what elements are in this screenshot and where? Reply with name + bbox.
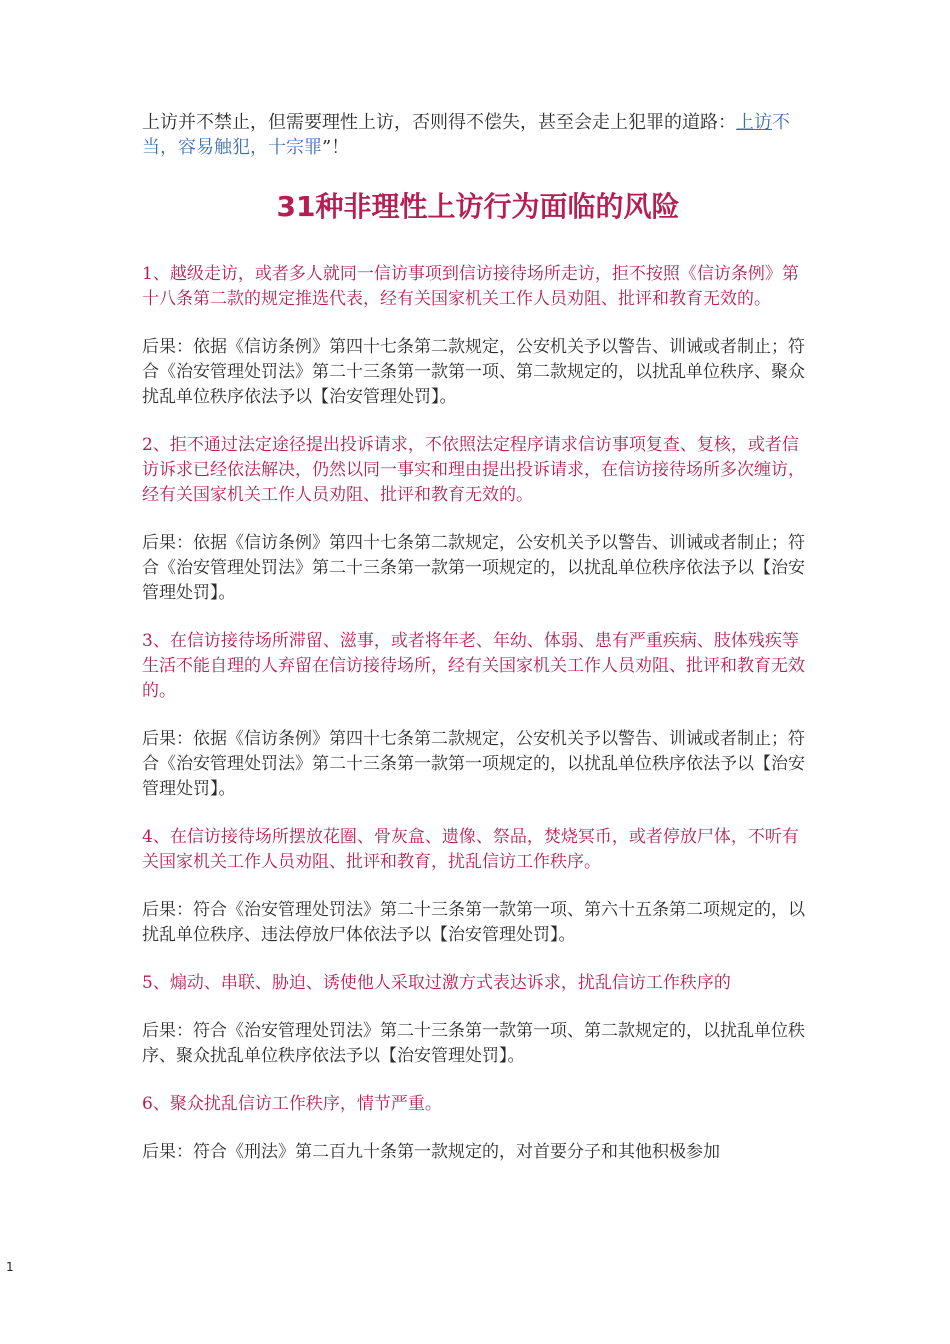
risk-item-6: 6、聚众扰乱信访工作秩序，情节严重。 xyxy=(142,1094,442,1114)
consequence-3: 后果：依据《信访条例》第四十七条第二款规定，公安机关予以警告、训诫或者制止；符合《治安管理处罚法》第二十三条第一款第一项规定的，以扰乱单位秩序依法予以【治安管理处罚】。 xyxy=(142,729,805,799)
intro-closing-text: ”！ xyxy=(322,137,350,158)
page-number: 1 xyxy=(6,1260,14,1274)
risk-item-5: 5、煽动、串联、胁迫、诱使他人采取过激方式表达诉求，扰乱信访工作秩序的 xyxy=(142,973,731,993)
document-content xyxy=(142,110,814,1188)
intro-paragraph xyxy=(142,110,814,160)
consequence-5: 后果：符合《治安管理处罚法》第二十三条第一款第一项、第二款规定的，以扰乱单位秩序、聚众扰乱单位秩序依法予以【治安管理处罚】。 xyxy=(142,1021,805,1066)
intro-link-text[interactable]: 不当，容易触犯，十宗罪 xyxy=(142,112,790,158)
intro-text: 上访并不禁止，但需要理性上访，否则得不偿失，甚至会走上犯罪的道路： xyxy=(142,112,736,133)
risk-item-4: 4、在信访接待场所摆放花圈、骨灰盒、遗像、祭品，焚烧冥币，或者停放尸体，不听有关国家机关工作人员劝阻、批评和教育，扰乱信访工作秩序。 xyxy=(142,827,799,872)
document-title: 31种非理性上访行为面临的风险 xyxy=(276,190,680,223)
risk-item-3: 3、在信访接待场所滞留、滋事，或者将年老、年幼、体弱、患有严重疾病、肢体残疾等生活不能自理的人弃留在信访接待场所，经有关国家机关工作人员劝阻、批评和教育无效的。 xyxy=(142,631,805,701)
risk-item-2: 2、拒不通过法定途径提出投诉请求，不依照法定程序请求信访事项复查、复核，或者信访诉求已经依法解决，仍然以同一事实和理由提出投诉请求，在信访接待场所多次缠访，经有关国家机关工作人员劝阻、批评和教育无效的。 xyxy=(142,435,805,505)
consequence-4: 后果：符合《治安管理处罚法》第二十三条第一款第一项、第六十五条第二项规定的，以扰乱单位秩序、违法停放尸体依法予以【治安管理处罚】。 xyxy=(142,900,805,945)
consequence-1: 后果：依据《信访条例》第四十七条第二款规定，公安机关予以警告、训诫或者制止；符合《治安管理处罚法》第二十三条第一款第一项、第二款规定的，以扰乱单位秩序、聚众扰乱单位秩序依法予以【治安管理处罚】。 xyxy=(142,337,805,407)
intro-link-underlined[interactable]: 上访 xyxy=(736,112,772,133)
risk-item-1: 1、越级走访，或者多人就同一信访事项到信访接待场所走访，拒不按照《信访条例》第十八条第二款的规定推选代表，经有关国家机关工作人员劝阻、批评和教育无效的。 xyxy=(142,264,799,309)
consequence-6: 后果：符合《刑法》第二百九十条第一款规定的，对首要分子和其他积极参加 xyxy=(142,1142,720,1162)
consequence-2: 后果：依据《信访条例》第四十七条第二款规定，公安机关予以警告、训诫或者制止；符合《治安管理处罚法》第二十三条第一款第一项规定的，以扰乱单位秩序依法予以【治安管理处罚】。 xyxy=(142,533,805,603)
